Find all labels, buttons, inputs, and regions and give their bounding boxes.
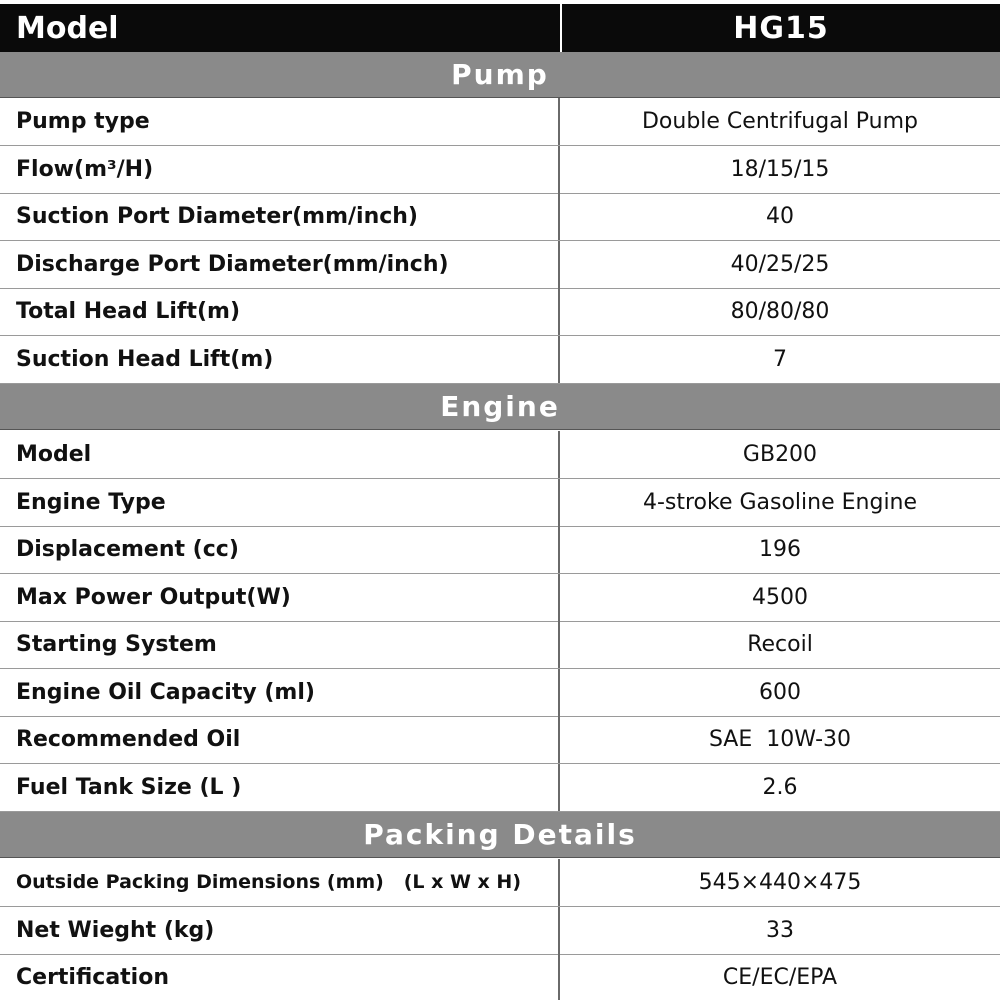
spec-label: Displacement (cc) [0,526,560,573]
spec-label: Recommended Oil [0,716,560,763]
spec-label: Certification [0,954,560,1000]
spec-row-oil-capacity [0,669,1000,717]
spec-row-engine-model [0,431,1000,479]
spec-row-discharge-port [0,241,1000,289]
section-title-pump: Pump [0,52,1000,98]
spec-row-max-power [0,574,1000,622]
spec-label: Suction Head Lift(m) [0,336,560,383]
spec-value: 18/15/15 [730,156,830,182]
spec-row-net-weight [0,907,1000,955]
spec-label: Suction Port Diameter(mm/inch) [0,193,560,240]
spec-label: Engine Type [0,479,560,526]
spec-row-flow [0,146,1000,194]
spec-row-total-head-lift [0,288,1000,336]
spec-label: Outside Packing Dimensions (mm) (L x W x H) [0,859,560,906]
spec-label: Discharge Port Diameter(mm/inch) [0,241,560,288]
spec-label: Total Head Lift(m) [0,288,560,335]
spec-value: CE/EC/EPA [722,965,838,991]
spec-value: 196 [759,536,801,562]
spec-label: Pump type [0,98,560,145]
spec-label: Fuel Tank Size (L ) [0,764,560,811]
spec-value: Double Centrifugal Pump [641,108,919,134]
spec-value: 4-stroke Gasoline Engine [642,489,918,515]
section-title-engine: Engine [0,384,1000,430]
spec-value: 545×440×475 [698,869,862,895]
spec-value: SAE 10W-30 [708,726,852,752]
spec-value: 7 [773,346,787,372]
spec-value: GB200 [742,441,818,467]
spec-row-engine-type [0,479,1000,527]
spec-row-pump-type [0,98,1000,146]
spec-value: 600 [759,679,801,705]
spec-value: 2.6 [762,774,798,800]
spec-row-certification [0,954,1000,1000]
spec-label: Model [0,431,560,478]
model-header-value: HG15 [733,10,829,46]
spec-row-starting-system [0,621,1000,669]
spec-label: Engine Oil Capacity (ml) [0,669,560,716]
spec-label: Net Wieght (kg) [0,907,560,954]
model-header-row [0,4,1000,52]
spec-value: 4500 [752,584,808,610]
spec-row-fuel-tank [0,764,1000,812]
spec-value: 80/80/80 [730,298,830,324]
spec-row-recommended-oil [0,716,1000,764]
spec-value: 40 [766,203,794,229]
spec-label: Starting System [0,621,560,668]
spec-value: Recoil [747,631,813,657]
spec-value: 40/25/25 [730,251,830,277]
section-title-packing-details: Packing Details [0,812,1000,858]
spec-row-displacement [0,526,1000,574]
spec-label: Max Power Output(W) [0,574,560,621]
spec-row-suction-head-lift [0,336,1000,384]
model-header-label: Model [16,10,119,46]
spec-row-packing-dimensions [0,859,1000,907]
spec-row-suction-port [0,193,1000,241]
spec-label: Flow(m³/H) [0,146,560,193]
spec-value: 33 [766,917,794,943]
